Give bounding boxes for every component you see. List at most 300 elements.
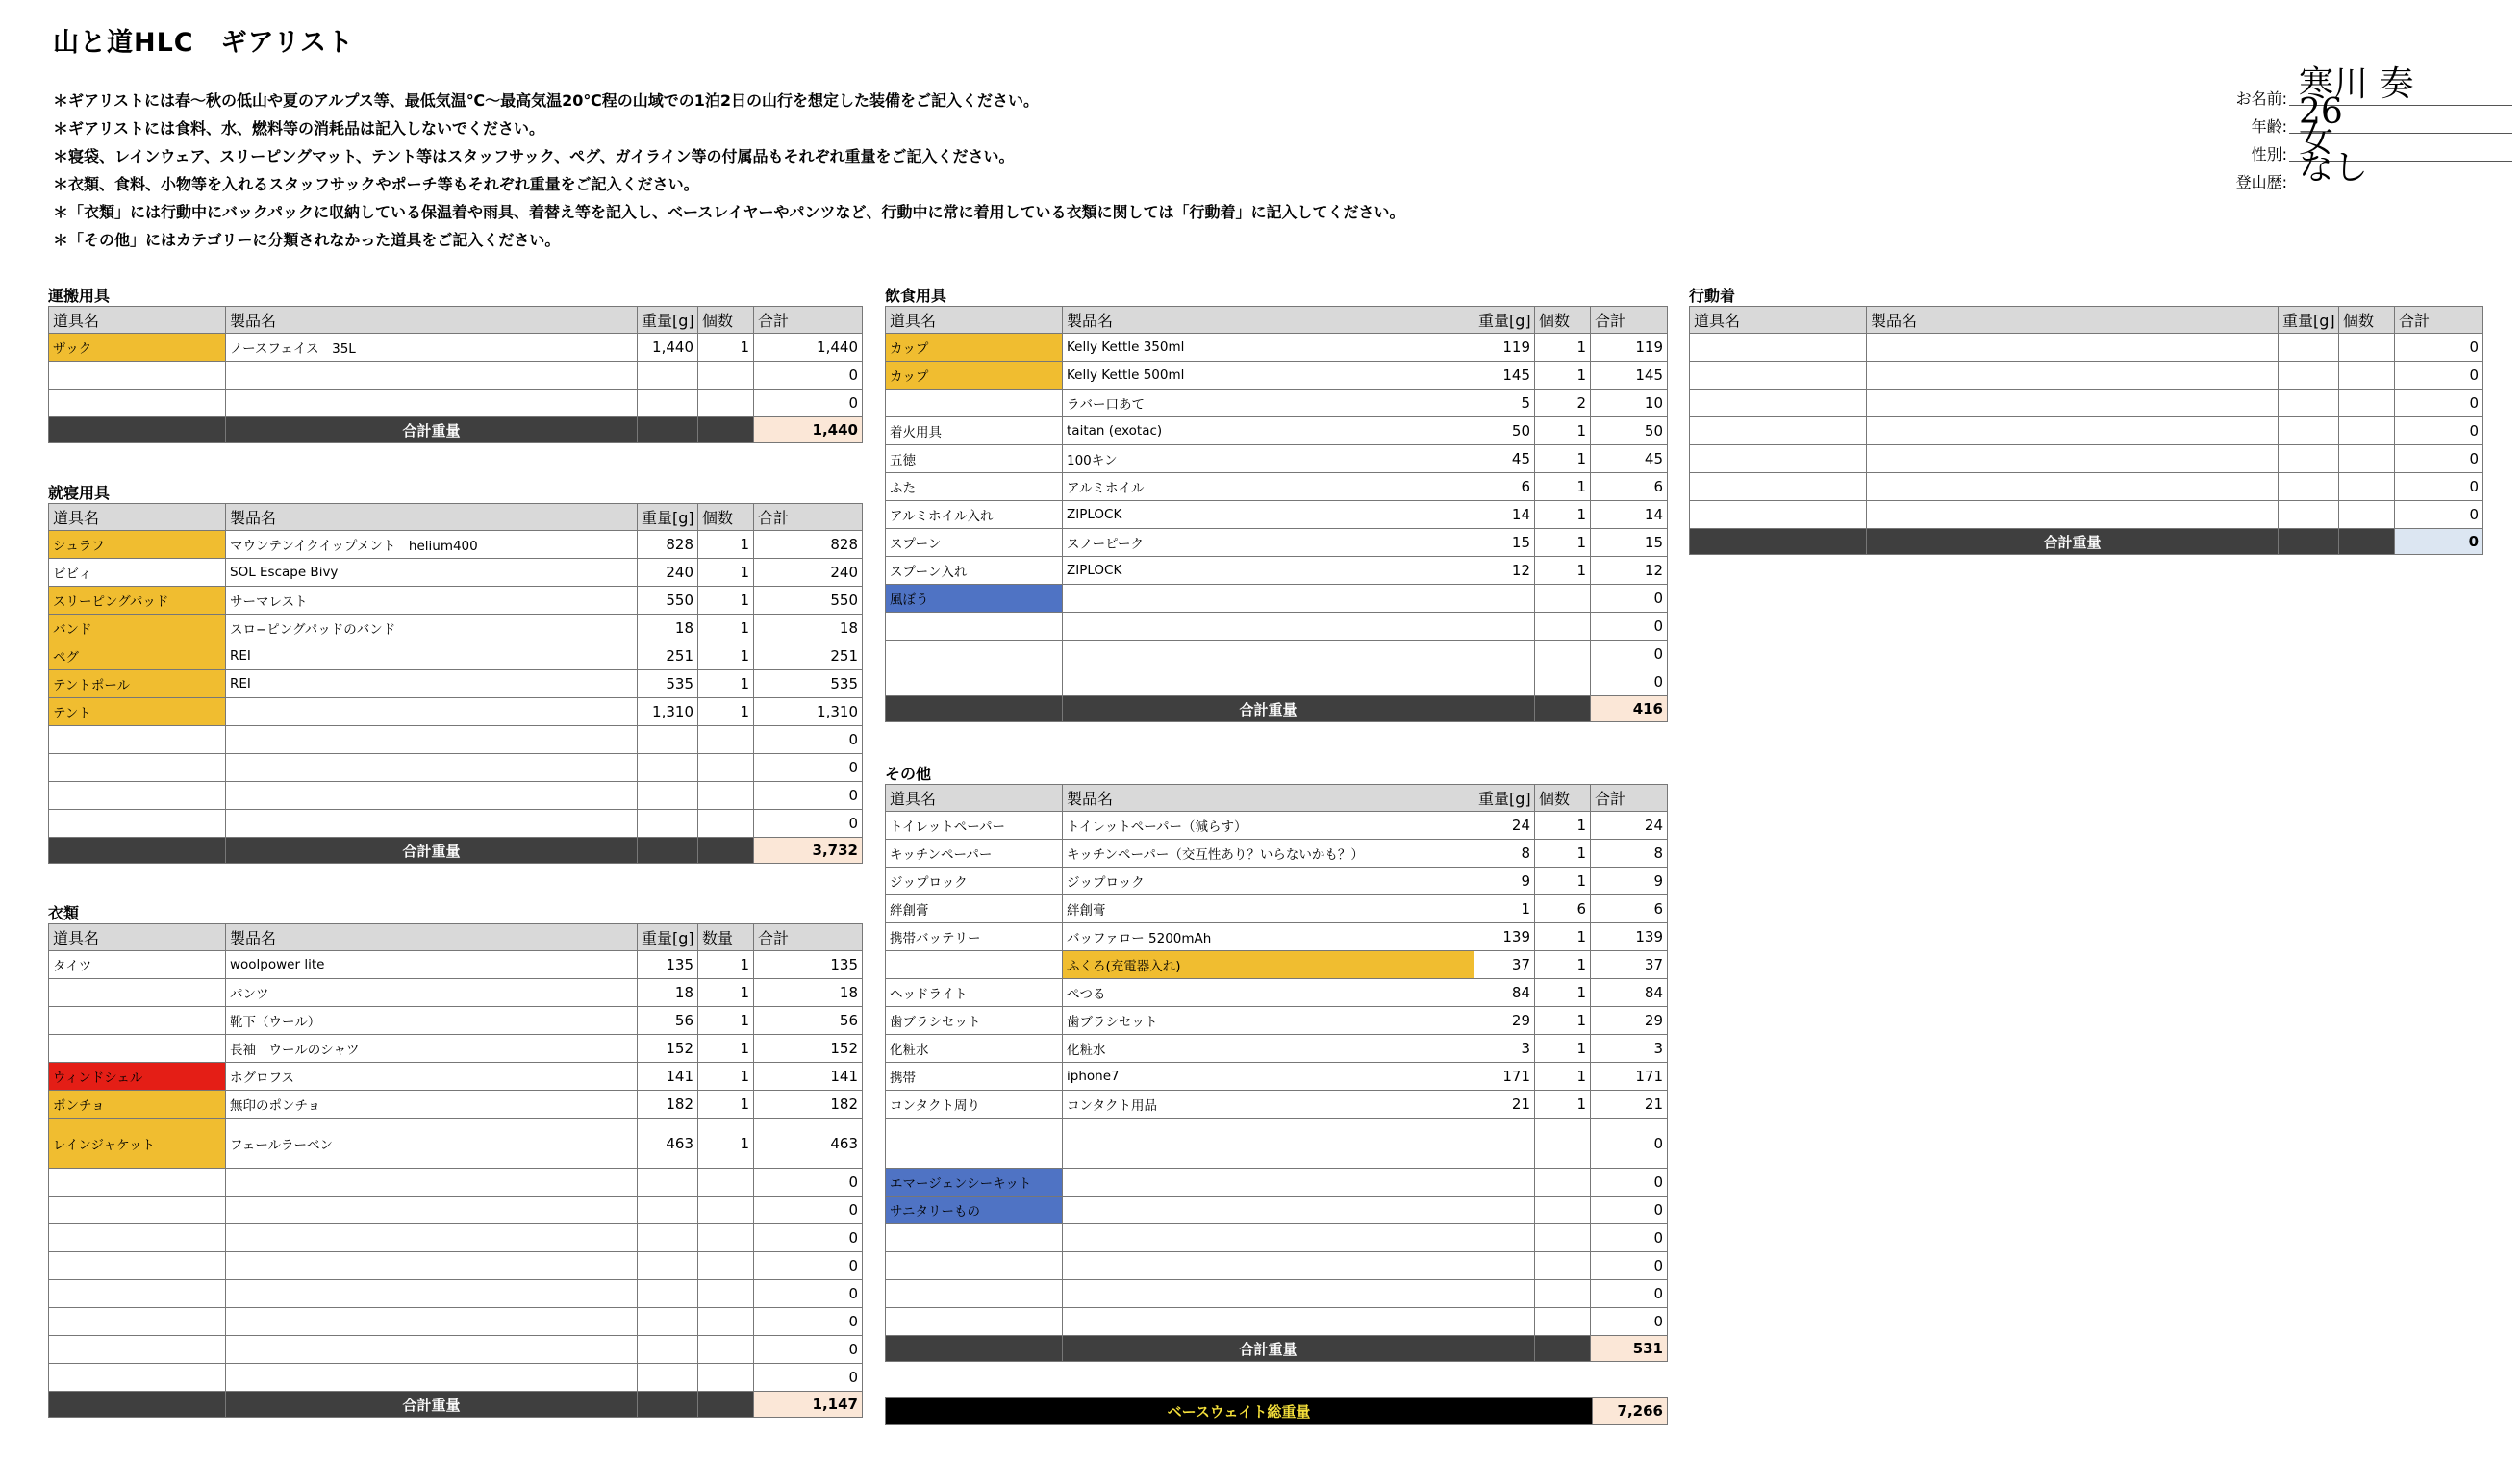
total-cell[interactable]: 0 xyxy=(2395,390,2483,417)
tool-cell[interactable] xyxy=(1690,445,1867,473)
product-cell[interactable]: 絆創膏 xyxy=(1063,895,1474,923)
qty-cell[interactable] xyxy=(698,726,754,754)
total-cell[interactable]: 0 xyxy=(754,810,863,838)
weight-cell[interactable]: 535 xyxy=(638,670,698,698)
total-cell[interactable]: 828 xyxy=(754,531,863,559)
product-cell[interactable]: ZIPLOCK xyxy=(1063,501,1474,529)
total-cell[interactable]: 1,310 xyxy=(754,698,863,726)
tool-cell[interactable]: キッチンペーパー xyxy=(886,840,1063,868)
qty-cell[interactable]: 1 xyxy=(1535,362,1591,390)
tool-cell[interactable]: ヘッドライト xyxy=(886,979,1063,1007)
qty-cell[interactable]: 1 xyxy=(698,1063,754,1091)
weight-cell[interactable] xyxy=(638,362,698,390)
weight-cell[interactable]: 3 xyxy=(1474,1035,1535,1063)
product-cell[interactable]: キッチンペーパー（交互性あり？いらないかも？） xyxy=(1063,840,1474,868)
product-cell[interactable] xyxy=(1867,417,2279,445)
tool-cell[interactable] xyxy=(49,390,226,417)
tool-cell[interactable] xyxy=(49,362,226,390)
tool-cell[interactable]: ジップロック xyxy=(886,868,1063,895)
total-cell[interactable]: 14 xyxy=(1591,501,1668,529)
qty-cell[interactable]: 1 xyxy=(698,979,754,1007)
product-cell[interactable]: アルミホイル xyxy=(1063,473,1474,501)
qty-cell[interactable]: 1 xyxy=(1535,840,1591,868)
total-cell[interactable]: 0 xyxy=(2395,445,2483,473)
product-cell[interactable]: Kelly Kettle 500ml xyxy=(1063,362,1474,390)
weight-cell[interactable]: 119 xyxy=(1474,334,1535,362)
weight-cell[interactable]: 29 xyxy=(1474,1007,1535,1035)
weight-cell[interactable]: 550 xyxy=(638,587,698,615)
total-cell[interactable]: 251 xyxy=(754,642,863,670)
product-cell[interactable]: 化粧水 xyxy=(1063,1035,1474,1063)
product-cell[interactable] xyxy=(226,1252,638,1280)
weight-cell[interactable] xyxy=(638,1280,698,1308)
total-cell[interactable]: 0 xyxy=(1591,1280,1668,1308)
total-cell[interactable]: 182 xyxy=(754,1091,863,1119)
qty-cell[interactable] xyxy=(698,1197,754,1224)
product-cell[interactable] xyxy=(1063,641,1474,668)
product-cell[interactable]: SOL Escape Bivy xyxy=(226,559,638,587)
total-cell[interactable]: 135 xyxy=(754,951,863,979)
tool-cell[interactable]: スプーン xyxy=(886,529,1063,557)
tool-cell[interactable] xyxy=(49,1224,226,1252)
product-cell[interactable] xyxy=(1063,1197,1474,1224)
tool-cell[interactable] xyxy=(49,810,226,838)
product-cell[interactable] xyxy=(226,1336,638,1364)
tool-cell[interactable]: エマージェンシーキット xyxy=(886,1169,1063,1197)
weight-cell[interactable] xyxy=(638,754,698,782)
total-cell[interactable]: 45 xyxy=(1591,445,1668,473)
tool-cell[interactable]: タイツ xyxy=(49,951,226,979)
tool-cell[interactable]: アルミホイル入れ xyxy=(886,501,1063,529)
total-cell[interactable]: 0 xyxy=(754,1364,863,1392)
tool-cell[interactable] xyxy=(49,1007,226,1035)
weight-cell[interactable] xyxy=(1474,1280,1535,1308)
weight-cell[interactable]: 828 xyxy=(638,531,698,559)
tool-cell[interactable] xyxy=(49,782,226,810)
qty-cell[interactable]: 1 xyxy=(698,642,754,670)
product-cell[interactable] xyxy=(226,1364,638,1392)
age-value[interactable]: 26 xyxy=(2299,92,2343,132)
total-cell[interactable]: 29 xyxy=(1591,1007,1668,1035)
weight-cell[interactable]: 240 xyxy=(638,559,698,587)
qty-cell[interactable] xyxy=(698,1308,754,1336)
product-cell[interactable]: 100キン xyxy=(1063,445,1474,473)
tool-cell[interactable] xyxy=(886,1252,1063,1280)
product-cell[interactable] xyxy=(1063,1308,1474,1336)
total-cell[interactable]: 152 xyxy=(754,1035,863,1063)
tool-cell[interactable]: サニタリーもの xyxy=(886,1197,1063,1224)
product-cell[interactable] xyxy=(226,390,638,417)
weight-cell[interactable]: 251 xyxy=(638,642,698,670)
total-cell[interactable]: 50 xyxy=(1591,417,1668,445)
product-cell[interactable] xyxy=(226,1197,638,1224)
tool-cell[interactable]: 風ぼう xyxy=(886,585,1063,613)
qty-cell[interactable]: 1 xyxy=(1535,1063,1591,1091)
product-cell[interactable]: Kelly Kettle 350ml xyxy=(1063,334,1474,362)
weight-cell[interactable]: 37 xyxy=(1474,951,1535,979)
qty-cell[interactable] xyxy=(1535,585,1591,613)
total-cell[interactable]: 8 xyxy=(1591,840,1668,868)
tool-cell[interactable] xyxy=(49,726,226,754)
qty-cell[interactable] xyxy=(698,1169,754,1197)
product-cell[interactable] xyxy=(226,1169,638,1197)
product-cell[interactable] xyxy=(1867,334,2279,362)
qty-cell[interactable]: 1 xyxy=(1535,473,1591,501)
qty-cell[interactable] xyxy=(1535,1197,1591,1224)
product-cell[interactable] xyxy=(226,362,638,390)
weight-cell[interactable] xyxy=(2279,362,2339,390)
total-cell[interactable]: 463 xyxy=(754,1119,863,1169)
tool-cell[interactable]: 化粧水 xyxy=(886,1035,1063,1063)
qty-cell[interactable] xyxy=(698,782,754,810)
total-cell[interactable]: 1,440 xyxy=(754,334,863,362)
tool-cell[interactable] xyxy=(1690,362,1867,390)
qty-cell[interactable] xyxy=(2339,362,2395,390)
qty-cell[interactable] xyxy=(698,754,754,782)
product-cell[interactable]: バッファロー 5200mAh xyxy=(1063,923,1474,951)
total-cell[interactable]: 10 xyxy=(1591,390,1668,417)
qty-cell[interactable]: 1 xyxy=(698,670,754,698)
weight-cell[interactable]: 18 xyxy=(638,615,698,642)
qty-cell[interactable]: 1 xyxy=(698,334,754,362)
total-cell[interactable]: 0 xyxy=(1591,1197,1668,1224)
tool-cell[interactable]: 携帯バッテリー xyxy=(886,923,1063,951)
weight-cell[interactable] xyxy=(638,1197,698,1224)
tool-cell[interactable] xyxy=(49,1364,226,1392)
weight-cell[interactable]: 84 xyxy=(1474,979,1535,1007)
tool-cell[interactable] xyxy=(49,754,226,782)
qty-cell[interactable] xyxy=(2339,501,2395,529)
product-cell[interactable] xyxy=(1867,473,2279,501)
total-cell[interactable]: 0 xyxy=(754,726,863,754)
product-cell[interactable] xyxy=(226,726,638,754)
weight-cell[interactable]: 1 xyxy=(1474,895,1535,923)
qty-cell[interactable]: 1 xyxy=(1535,868,1591,895)
product-cell[interactable]: フェールラーベン xyxy=(226,1119,638,1169)
tool-cell[interactable]: ウィンドシェル xyxy=(49,1063,226,1091)
name-value[interactable]: 寒川 奏 xyxy=(2299,64,2414,104)
tool-cell[interactable]: テント xyxy=(49,698,226,726)
product-cell[interactable] xyxy=(1063,668,1474,696)
tool-cell[interactable] xyxy=(886,668,1063,696)
weight-cell[interactable]: 141 xyxy=(638,1063,698,1091)
product-cell[interactable]: ノースフェイス 35L xyxy=(226,334,638,362)
qty-cell[interactable] xyxy=(698,362,754,390)
product-cell[interactable]: ジップロック xyxy=(1063,868,1474,895)
weight-cell[interactable] xyxy=(1474,585,1535,613)
total-cell[interactable]: 37 xyxy=(1591,951,1668,979)
weight-cell[interactable] xyxy=(638,1336,698,1364)
total-cell[interactable]: 0 xyxy=(754,1280,863,1308)
gender-value[interactable]: 女 xyxy=(2299,120,2334,160)
weight-cell[interactable] xyxy=(1474,641,1535,668)
total-cell[interactable]: 535 xyxy=(754,670,863,698)
qty-cell[interactable]: 1 xyxy=(1535,1091,1591,1119)
total-cell[interactable]: 24 xyxy=(1591,812,1668,840)
qty-cell[interactable] xyxy=(1535,1308,1591,1336)
total-cell[interactable]: 0 xyxy=(754,754,863,782)
qty-cell[interactable]: 1 xyxy=(698,1035,754,1063)
product-cell[interactable] xyxy=(226,754,638,782)
weight-cell[interactable]: 139 xyxy=(1474,923,1535,951)
tool-cell[interactable]: ふた xyxy=(886,473,1063,501)
qty-cell[interactable]: 1 xyxy=(1535,923,1591,951)
total-cell[interactable]: 0 xyxy=(2395,362,2483,390)
weight-cell[interactable] xyxy=(2279,445,2339,473)
weight-cell[interactable] xyxy=(1474,1224,1535,1252)
qty-cell[interactable]: 1 xyxy=(698,1119,754,1169)
product-cell[interactable]: コンタクト用品 xyxy=(1063,1091,1474,1119)
total-cell[interactable]: 0 xyxy=(1591,1119,1668,1169)
qty-cell[interactable]: 1 xyxy=(698,531,754,559)
tool-cell[interactable]: ペグ xyxy=(49,642,226,670)
qty-cell[interactable]: 2 xyxy=(1535,390,1591,417)
qty-cell[interactable]: 1 xyxy=(1535,979,1591,1007)
tool-cell[interactable]: スリーピングパッド xyxy=(49,587,226,615)
tool-cell[interactable] xyxy=(886,1119,1063,1169)
product-cell[interactable] xyxy=(1063,1224,1474,1252)
tool-cell[interactable]: コンタクト周り xyxy=(886,1091,1063,1119)
weight-cell[interactable]: 9 xyxy=(1474,868,1535,895)
weight-cell[interactable] xyxy=(1474,1308,1535,1336)
tool-cell[interactable] xyxy=(49,1035,226,1063)
product-cell[interactable] xyxy=(1063,1280,1474,1308)
weight-cell[interactable] xyxy=(1474,1169,1535,1197)
qty-cell[interactable]: 1 xyxy=(1535,334,1591,362)
qty-cell[interactable]: 1 xyxy=(1535,1035,1591,1063)
tool-cell[interactable] xyxy=(886,951,1063,979)
total-cell[interactable]: 6 xyxy=(1591,473,1668,501)
product-cell[interactable] xyxy=(226,1224,638,1252)
product-cell[interactable]: 長袖 ウールのシャツ xyxy=(226,1035,638,1063)
qty-cell[interactable]: 1 xyxy=(698,698,754,726)
product-cell[interactable]: トイレットペーパー（減らす） xyxy=(1063,812,1474,840)
weight-cell[interactable] xyxy=(638,810,698,838)
qty-cell[interactable] xyxy=(2339,473,2395,501)
total-cell[interactable]: 0 xyxy=(754,1336,863,1364)
product-cell[interactable]: REI xyxy=(226,670,638,698)
qty-cell[interactable] xyxy=(1535,668,1591,696)
product-cell[interactable]: ラバー口あて xyxy=(1063,390,1474,417)
qty-cell[interactable] xyxy=(698,1224,754,1252)
qty-cell[interactable]: 1 xyxy=(698,615,754,642)
qty-cell[interactable] xyxy=(2339,417,2395,445)
total-cell[interactable]: 0 xyxy=(754,362,863,390)
product-cell[interactable]: iphone7 xyxy=(1063,1063,1474,1091)
tool-cell[interactable] xyxy=(886,613,1063,641)
total-cell[interactable]: 171 xyxy=(1591,1063,1668,1091)
experience-value[interactable]: なし xyxy=(2299,148,2369,188)
weight-cell[interactable]: 50 xyxy=(1474,417,1535,445)
qty-cell[interactable]: 1 xyxy=(698,1007,754,1035)
total-cell[interactable]: 9 xyxy=(1591,868,1668,895)
tool-cell[interactable] xyxy=(49,1336,226,1364)
product-cell[interactable] xyxy=(1867,501,2279,529)
product-cell[interactable] xyxy=(1063,1119,1474,1169)
qty-cell[interactable] xyxy=(698,1336,754,1364)
tool-cell[interactable] xyxy=(886,390,1063,417)
qty-cell[interactable]: 1 xyxy=(1535,557,1591,585)
tool-cell[interactable]: レインジャケット xyxy=(49,1119,226,1169)
total-cell[interactable]: 3 xyxy=(1591,1035,1668,1063)
tool-cell[interactable] xyxy=(886,641,1063,668)
total-cell[interactable]: 0 xyxy=(754,1224,863,1252)
total-cell[interactable]: 139 xyxy=(1591,923,1668,951)
weight-cell[interactable]: 21 xyxy=(1474,1091,1535,1119)
total-cell[interactable]: 145 xyxy=(1591,362,1668,390)
tool-cell[interactable] xyxy=(49,1280,226,1308)
tool-cell[interactable]: ビビィ xyxy=(49,559,226,587)
qty-cell[interactable]: 1 xyxy=(1535,1007,1591,1035)
product-cell[interactable] xyxy=(1867,390,2279,417)
total-cell[interactable]: 12 xyxy=(1591,557,1668,585)
weight-cell[interactable]: 24 xyxy=(1474,812,1535,840)
qty-cell[interactable]: 1 xyxy=(1535,501,1591,529)
total-cell[interactable]: 84 xyxy=(1591,979,1668,1007)
total-cell[interactable]: 0 xyxy=(754,1308,863,1336)
tool-cell[interactable]: カップ xyxy=(886,362,1063,390)
total-cell[interactable]: 0 xyxy=(754,782,863,810)
product-cell[interactable]: woolpower lite xyxy=(226,951,638,979)
product-cell[interactable]: スロ−ピングパッドのバンド xyxy=(226,615,638,642)
total-cell[interactable]: 56 xyxy=(754,1007,863,1035)
tool-cell[interactable] xyxy=(49,1197,226,1224)
qty-cell[interactable] xyxy=(698,810,754,838)
total-cell[interactable]: 0 xyxy=(1591,1252,1668,1280)
weight-cell[interactable]: 182 xyxy=(638,1091,698,1119)
product-cell[interactable] xyxy=(226,1308,638,1336)
weight-cell[interactable]: 15 xyxy=(1474,529,1535,557)
tool-cell[interactable]: ザック xyxy=(49,334,226,362)
product-cell[interactable]: taitan (exotac) xyxy=(1063,417,1474,445)
total-cell[interactable]: 0 xyxy=(1591,585,1668,613)
qty-cell[interactable] xyxy=(1535,613,1591,641)
qty-cell[interactable]: 1 xyxy=(698,1091,754,1119)
weight-cell[interactable]: 56 xyxy=(638,1007,698,1035)
qty-cell[interactable] xyxy=(698,1252,754,1280)
total-cell[interactable]: 21 xyxy=(1591,1091,1668,1119)
product-cell[interactable] xyxy=(1063,613,1474,641)
total-cell[interactable]: 0 xyxy=(1591,613,1668,641)
weight-cell[interactable]: 8 xyxy=(1474,840,1535,868)
tool-cell[interactable] xyxy=(1690,417,1867,445)
qty-cell[interactable]: 6 xyxy=(1535,895,1591,923)
product-cell[interactable] xyxy=(226,810,638,838)
total-cell[interactable]: 0 xyxy=(2395,334,2483,362)
product-cell[interactable] xyxy=(226,782,638,810)
total-cell[interactable]: 119 xyxy=(1591,334,1668,362)
total-cell[interactable]: 550 xyxy=(754,587,863,615)
qty-cell[interactable] xyxy=(1535,1224,1591,1252)
tool-cell[interactable] xyxy=(49,1252,226,1280)
total-cell[interactable]: 6 xyxy=(1591,895,1668,923)
tool-cell[interactable] xyxy=(886,1308,1063,1336)
tool-cell[interactable]: トイレットペーパー xyxy=(886,812,1063,840)
qty-cell[interactable] xyxy=(1535,641,1591,668)
total-cell[interactable]: 0 xyxy=(754,1252,863,1280)
weight-cell[interactable]: 5 xyxy=(1474,390,1535,417)
weight-cell[interactable]: 1,440 xyxy=(638,334,698,362)
weight-cell[interactable]: 14 xyxy=(1474,501,1535,529)
product-cell[interactable] xyxy=(1063,1169,1474,1197)
qty-cell[interactable] xyxy=(2339,334,2395,362)
qty-cell[interactable]: 1 xyxy=(1535,951,1591,979)
product-cell[interactable] xyxy=(1867,362,2279,390)
weight-cell[interactable] xyxy=(638,1224,698,1252)
tool-cell[interactable]: シュラフ xyxy=(49,531,226,559)
qty-cell[interactable] xyxy=(1535,1252,1591,1280)
weight-cell[interactable]: 145 xyxy=(1474,362,1535,390)
qty-cell[interactable] xyxy=(2339,445,2395,473)
product-cell[interactable]: REI xyxy=(226,642,638,670)
total-cell[interactable]: 0 xyxy=(1591,1308,1668,1336)
total-cell[interactable]: 0 xyxy=(1591,1169,1668,1197)
weight-cell[interactable]: 463 xyxy=(638,1119,698,1169)
qty-cell[interactable] xyxy=(1535,1119,1591,1169)
tool-cell[interactable]: スプーン入れ xyxy=(886,557,1063,585)
tool-cell[interactable] xyxy=(1690,334,1867,362)
weight-cell[interactable]: 45 xyxy=(1474,445,1535,473)
weight-cell[interactable]: 18 xyxy=(638,979,698,1007)
weight-cell[interactable] xyxy=(638,1364,698,1392)
tool-cell[interactable] xyxy=(886,1224,1063,1252)
weight-cell[interactable] xyxy=(1474,613,1535,641)
weight-cell[interactable] xyxy=(1474,1119,1535,1169)
product-cell[interactable]: ぺつる xyxy=(1063,979,1474,1007)
qty-cell[interactable]: 1 xyxy=(698,559,754,587)
weight-cell[interactable]: 152 xyxy=(638,1035,698,1063)
tool-cell[interactable] xyxy=(1690,501,1867,529)
product-cell[interactable]: マウンテンイクイップメント helium400 xyxy=(226,531,638,559)
tool-cell[interactable] xyxy=(886,1280,1063,1308)
tool-cell[interactable]: 着火用具 xyxy=(886,417,1063,445)
total-cell[interactable]: 0 xyxy=(754,390,863,417)
weight-cell[interactable] xyxy=(2279,417,2339,445)
weight-cell[interactable]: 135 xyxy=(638,951,698,979)
product-cell[interactable] xyxy=(1063,1252,1474,1280)
total-cell[interactable]: 18 xyxy=(754,979,863,1007)
weight-cell[interactable] xyxy=(638,1169,698,1197)
qty-cell[interactable]: 1 xyxy=(1535,417,1591,445)
weight-cell[interactable] xyxy=(2279,390,2339,417)
weight-cell[interactable]: 171 xyxy=(1474,1063,1535,1091)
product-cell[interactable] xyxy=(226,698,638,726)
qty-cell[interactable]: 1 xyxy=(1535,812,1591,840)
weight-cell[interactable]: 1,310 xyxy=(638,698,698,726)
weight-cell[interactable]: 6 xyxy=(1474,473,1535,501)
qty-cell[interactable]: 1 xyxy=(1535,529,1591,557)
qty-cell[interactable] xyxy=(698,1364,754,1392)
qty-cell[interactable]: 1 xyxy=(1535,445,1591,473)
weight-cell[interactable] xyxy=(638,726,698,754)
tool-cell[interactable] xyxy=(49,1308,226,1336)
total-cell[interactable]: 0 xyxy=(1591,668,1668,696)
weight-cell[interactable] xyxy=(2279,501,2339,529)
tool-cell[interactable] xyxy=(49,1169,226,1197)
product-cell[interactable]: パンツ xyxy=(226,979,638,1007)
weight-cell[interactable] xyxy=(638,1308,698,1336)
product-cell[interactable] xyxy=(1867,445,2279,473)
product-cell[interactable]: ZIPLOCK xyxy=(1063,557,1474,585)
product-cell[interactable]: 無印のポンチョ xyxy=(226,1091,638,1119)
product-cell[interactable]: ホグロフス xyxy=(226,1063,638,1091)
tool-cell[interactable]: ポンチョ xyxy=(49,1091,226,1119)
tool-cell[interactable]: 歯ブラシセット xyxy=(886,1007,1063,1035)
qty-cell[interactable]: 1 xyxy=(698,951,754,979)
tool-cell[interactable]: 携帯 xyxy=(886,1063,1063,1091)
qty-cell[interactable] xyxy=(698,390,754,417)
tool-cell[interactable]: カップ xyxy=(886,334,1063,362)
